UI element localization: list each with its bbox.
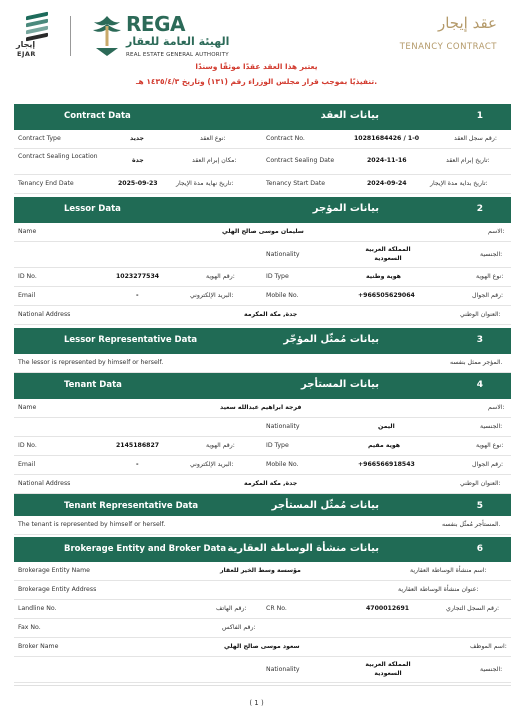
page-number: ( 1 )	[249, 699, 264, 707]
section-tenant-data-header: Tenant Data بيانات المستأجر 4	[14, 373, 511, 399]
tenant-contact-row: Email - البريد الإلكتروني: Mobile No. +966566918543 رقم الجوال:	[14, 456, 511, 475]
broker-nationality-row: Nationality المملكة العربية السعودية الجنسية:	[14, 657, 511, 683]
logo-separator	[70, 16, 71, 56]
ejar-logo-english: EJAR	[17, 50, 36, 58]
tenant-id-row: ID No. 2145186827 رقم الهوية: ID Type هوية مقيم نوع الهوية:	[14, 437, 511, 456]
brokerage-entity-name-row: Brokerage Entity Name مؤسسة وسط الخير للعقار اسم منشأة الوساطة العقارية:	[14, 562, 511, 581]
brokerage-fax-row: Fax No. رقم الفاكس:	[14, 619, 511, 638]
rega-title: REGA	[126, 12, 185, 36]
rega-arabic-name: الهيئة العامة للعقار	[126, 35, 230, 48]
ejar-logo-arabic: إيجار	[16, 40, 36, 49]
legal-notice-line2: تنفيذيًا بموجب قرار مجلس الوزراء رقم (١٣١) وتاريخ ١٤٣٥/٤/٣ هـ.	[135, 77, 378, 86]
tenancy-dates-row: Tenancy End Date 2025-09-23 تاريخ نهاية مدة الإيجار: Tenancy Start Date 2024-09-24 تاريخ بداية مدة الإيجار:	[14, 175, 511, 194]
legal-notice-line1: يعتبر هذا العقد عقدًا موثقًا وسندًا	[195, 62, 318, 71]
tenant-nationality-row: Nationality اليمن الجنسية:	[14, 418, 511, 437]
page-header	[0, 0, 513, 100]
contract-title-english: TENANCY CONTRACT	[399, 42, 497, 52]
contract-title-arabic: عقد إيجار	[437, 14, 497, 32]
bottom-divider	[14, 685, 511, 686]
lessor-name-row: Name سليمان موسى صالح الهلي الاسم:	[14, 223, 511, 242]
section-tenant-representative-header: Tenant Representative Data بيانات مُمثّل المستأجر 5	[14, 494, 511, 520]
brokerage-landline-cr-row: Landline No. رقم الهاتف: CR No. 4700012691 رقم السجل التجاري:	[14, 600, 511, 619]
rega-palm-logo-icon	[92, 14, 122, 58]
section-brokerage-header: Brokerage Entity and Broker Data بيانات منشأة الوساطة العقارية 6	[14, 537, 511, 563]
broker-name-row: Broker Name سعود موسى صالح الهلي اسم الموظف:	[14, 638, 511, 657]
lessor-contact-row: Email - البريد الإلكتروني: Mobile No. +966505629064 رقم الجوال:	[14, 287, 511, 306]
brokerage-entity-address-row: Brokerage Entity Address عنوان منشأة الوساطة العقارية:	[14, 581, 511, 600]
lessor-representative-row: The lessor is represented by himself or herself. المؤجر ممثل بنفسه.	[14, 354, 511, 373]
tenant-name-row: Name فرجة ابراهيم عبدالله سعيد الاسم:	[14, 399, 511, 418]
rega-english-name: REAL ESTATE GENERAL AUTHORITY	[126, 52, 229, 58]
section-lessor-data-header: Lessor Data بيانات المؤجر 2	[14, 197, 511, 223]
lessor-nationality-row: Nationality المملكة العربية السعودية الجنسية:	[14, 242, 511, 268]
contract-type-row: Contract Type جديد نوع العقد: Contract No. 10281684426 / 1-0 رقم سجل العقد:	[14, 130, 511, 149]
section-lessor-representative-header: Lessor Representative Data بيانات مُمثّل المؤجّر 3	[14, 328, 511, 354]
section-contract-data-header: Contract Data بيانات العقد 1	[14, 104, 511, 130]
lessor-id-row: ID No. 1023277534 رقم الهوية: ID Type هوية وطنية نوع الهوية:	[14, 268, 511, 287]
tenant-representative-row: The tenant is represented by himself or herself. المستأجر مُمثّل بنفسه.	[14, 516, 511, 535]
tenant-address-row: National Address جدة, مكة المكرمة العنوان الوطني:	[14, 475, 511, 494]
contract-sealing-row: Contract Sealing Location جدة مكان إبرام العقد: Contract Sealing Date 2024-11-16 تاريخ إبرام العقد:	[14, 149, 511, 175]
lessor-address-row: National Address جدة, مكة المكرمة العنوان الوطني:	[14, 306, 511, 325]
